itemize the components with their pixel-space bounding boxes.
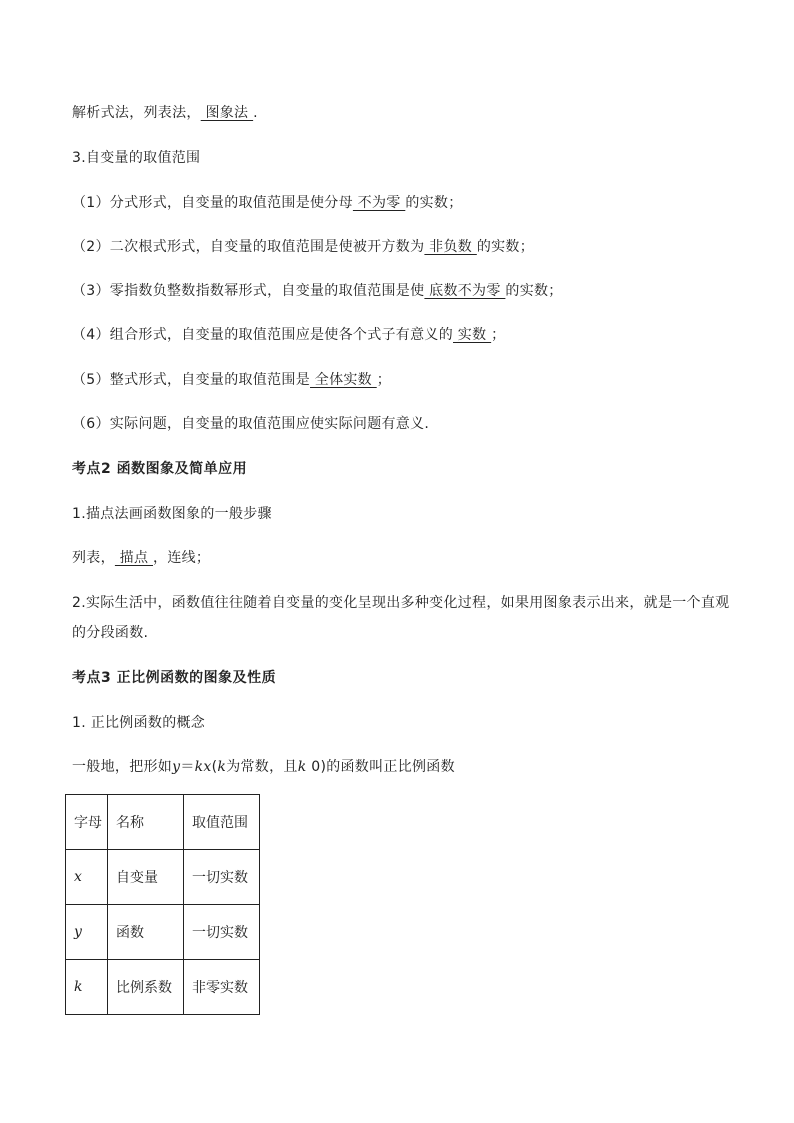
domain-rule-6: （6）实际问题，自变量的取值范围应使实际问题有意义. bbox=[72, 416, 430, 432]
table-header-cell: 字母 bbox=[66, 795, 108, 850]
domain-rule-1: （1）分式形式，自变量的取值范围是使分母 不为零 的实数； bbox=[72, 195, 463, 211]
table-row bbox=[66, 960, 260, 1015]
fill-blank-answer: 图象法 bbox=[200, 105, 254, 121]
table-header-row bbox=[66, 795, 260, 850]
table-cell-letter: y bbox=[66, 905, 108, 960]
plotting-steps-line: 列表， 描点 ，连线； bbox=[72, 550, 211, 566]
direct-proportion-definition: 一般地，把形如y＝kx(k为常数，且k 0)的函数叫正比例函数 bbox=[72, 759, 455, 775]
table-cell-range: 一切实数 bbox=[184, 850, 260, 905]
table-cell-name: 自变量 bbox=[108, 850, 184, 905]
fill-blank-answer: 描点 bbox=[114, 550, 154, 566]
fill-blank-answer: 全体实数 bbox=[310, 372, 377, 388]
domain-rule-5: （5）整式形式，自变量的取值范围是 全体实数 ； bbox=[72, 372, 392, 388]
table-cell-letter: x bbox=[66, 850, 108, 905]
table-cell-letter: k bbox=[66, 960, 108, 1015]
table-header-cell: 取值范围 bbox=[184, 795, 260, 850]
variables-table bbox=[65, 794, 260, 1015]
plotting-steps-title: 1.描点法画函数图象的一般步骤 bbox=[72, 506, 272, 522]
heading-kaodian-2: 考点2 函数图象及简单应用 bbox=[72, 461, 248, 477]
table-row bbox=[66, 850, 260, 905]
representation-methods-line: 解析式法，列表法， 图象法 . bbox=[72, 105, 258, 121]
table-cell-range: 一切实数 bbox=[184, 905, 260, 960]
table-cell-name: 比例系数 bbox=[108, 960, 184, 1015]
table-cell-name: 函数 bbox=[108, 905, 184, 960]
direct-proportion-concept-title: 1. 正比例函数的概念 bbox=[72, 715, 206, 731]
fill-blank-answer: 实数 bbox=[453, 327, 492, 343]
domain-rule-2: （2）二次根式形式，自变量的取值范围是使被开方数为 非负数 的实数； bbox=[72, 239, 535, 255]
table-row bbox=[66, 905, 260, 960]
fill-blank-answer: 非负数 bbox=[424, 239, 477, 255]
domain-rule-4: （4）组合形式，自变量的取值范围应是使各个式子有意义的 实数 ； bbox=[72, 327, 506, 343]
fill-blank-answer: 底数不为零 bbox=[424, 283, 506, 299]
table-header-cell: 名称 bbox=[108, 795, 184, 850]
piecewise-function-paragraph: 2.实际生活中，函数值往往随着自变量的变化呈现出多种变化过程，如果用图象表示出来，就是一个直观的分段函数. bbox=[72, 595, 730, 641]
section-title-domain: 3.自变量的取值范围 bbox=[72, 150, 201, 166]
domain-rule-3: （3）零指数负整数指数幂形式，自变量的取值范围是使 底数不为零 的实数； bbox=[72, 283, 563, 299]
heading-kaodian-3: 考点3 正比例函数的图象及性质 bbox=[72, 670, 277, 686]
table-cell-range: 非零实数 bbox=[184, 960, 260, 1015]
fill-blank-answer: 不为零 bbox=[352, 195, 406, 211]
